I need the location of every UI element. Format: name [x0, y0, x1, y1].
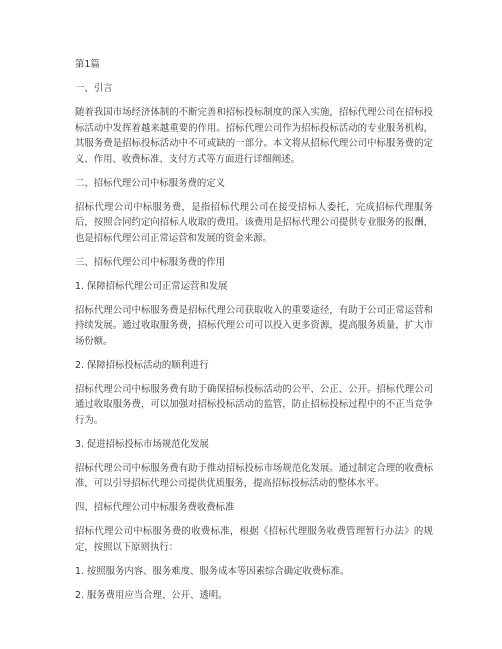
document-page	[75, 57, 433, 603]
definition-paragraph: 招标代理公司中标服务费，是指招标代理公司在接受招标人委托，完成招标代理服务后，按照合同约定向招标人收取的费用。该费用是招标代理公司提供专业服务的报酬，也是招标代理公司正常运营和发展的资金来源。	[75, 201, 433, 244]
intro-paragraph: 随着我国市场经济体制的不断完善和招标投标制度的深入实施，招标代理公司在招标投标活动中发挥着越来越重要的作用。招标代理公司作为招标投标活动的专业服务机构，其服务费是招标投标活动中不可或缺的一部分。本文将从招标代理公司中标服务费的定义、作用、收费标准、支付方式等方面进行详细阐述。	[75, 107, 433, 165]
role-3-paragraph: 招标代理公司中标服务费有助于推动招标投标市场规范化发展。通过制定合理的收费标准，可以引导招标代理公司提供优质服务，提高招标投标活动的整体水平。	[75, 462, 433, 489]
intro-heading: 一、引言	[75, 83, 113, 94]
role-1-paragraph: 招标代理公司中标服务费是招标代理公司获取收入的重要途径，有助于公司正常运营和持续发展。通过收取服务费，招标代理公司可以投入更多资源，提高服务质量，扩大市场份额。	[75, 304, 433, 347]
standard-item-2: 2. 服务费用应当合理、公开、透明。	[75, 589, 228, 601]
role-2-heading: 2. 保障招标投标活动的顺利进行	[75, 359, 209, 371]
definition-heading: 二、招标代理公司中标服务费的定义	[75, 177, 226, 189]
role-1-heading: 1. 保障招标代理公司正常运营和发展	[75, 280, 228, 292]
standard-heading: 四、招标代理公司中标服务费收费标准	[75, 502, 235, 513]
chapter-label: 第1篇	[75, 59, 100, 70]
standard-paragraph: 招标代理公司中标服务费的收费标准，根据《招标代理服务收费管理暂行办法》的规定，按照以下原则执行：	[75, 526, 433, 553]
role-heading: 三、招标代理公司中标服务费的作用	[75, 256, 226, 268]
role-2-paragraph: 招标代理公司中标服务费有助于确保招标投标活动的公平、公正、公开。招标代理公司通过收取服务费，可以加强对招标投标活动的监管，防止招标投标过程中的不正当竞争行为。	[75, 383, 433, 426]
role-3-heading: 3. 促进招标投标市场规范化发展	[75, 438, 209, 450]
standard-item-1: 1. 按照服务内容、服务难度、服务成本等因素综合确定收费标准。	[75, 565, 350, 577]
